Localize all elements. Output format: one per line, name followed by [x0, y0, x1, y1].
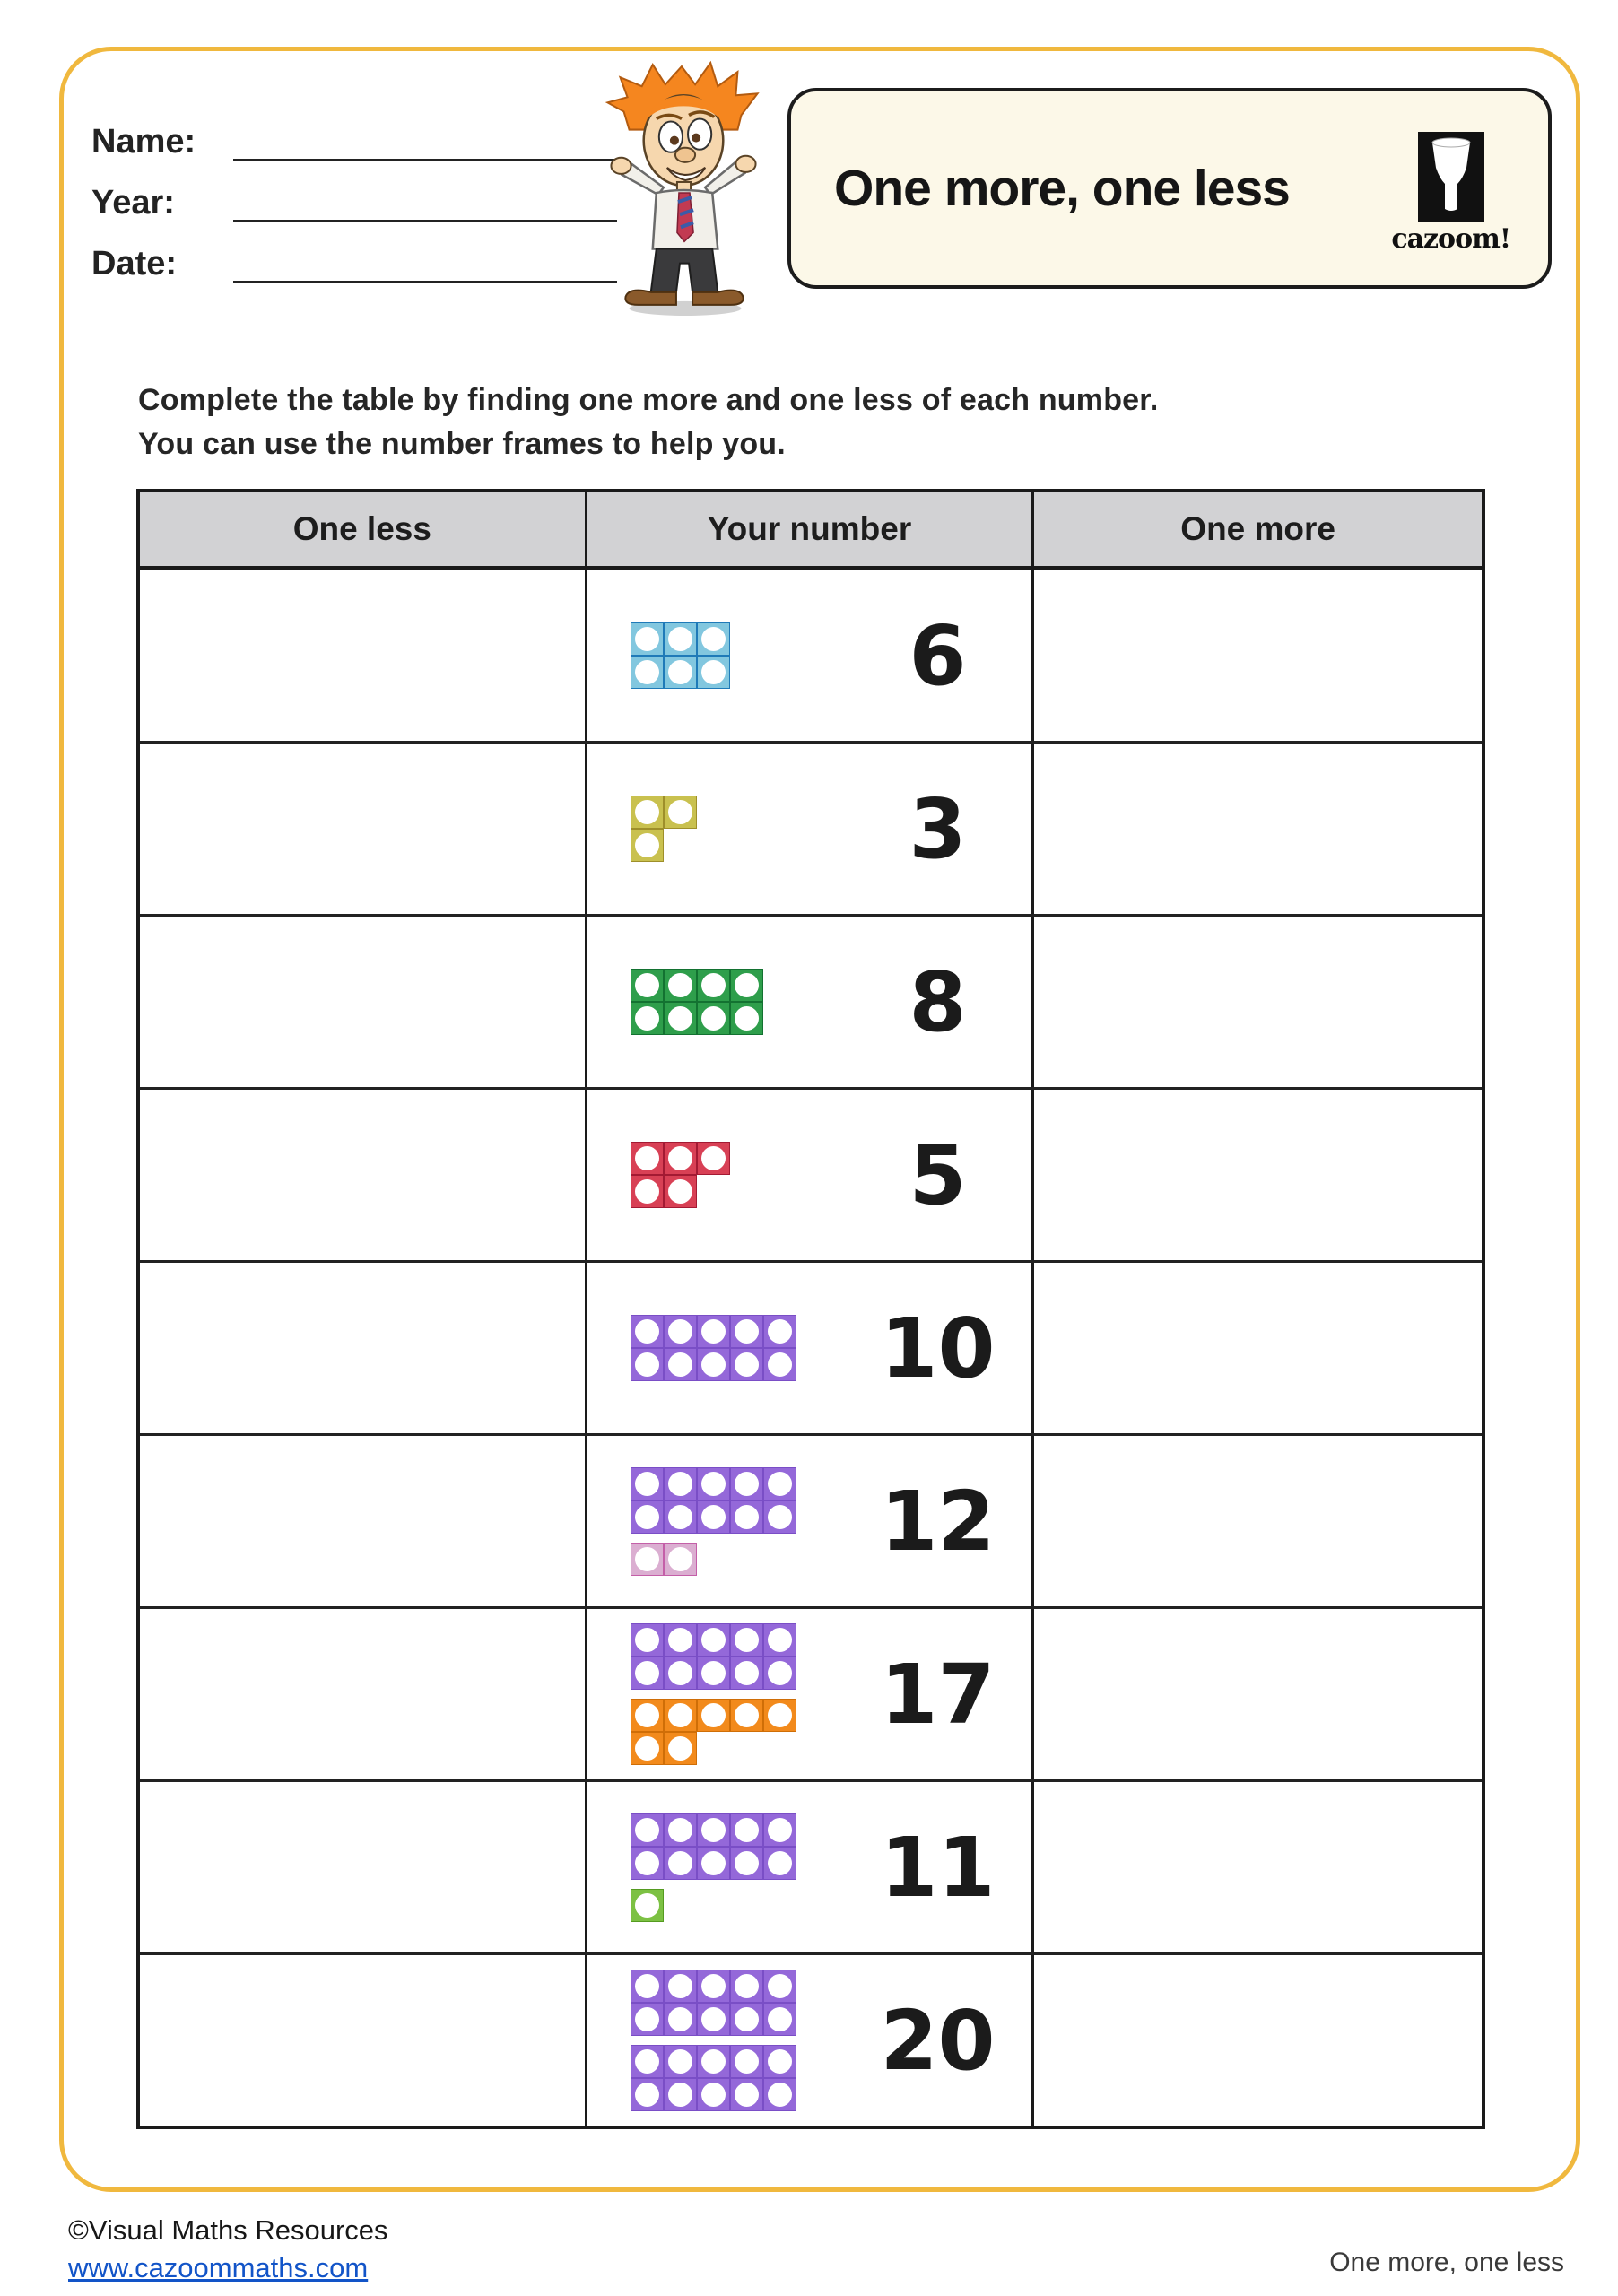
- frame-cell: [697, 1847, 730, 1880]
- frame-cell: [664, 2045, 697, 2078]
- frame-cell: [763, 1847, 796, 1880]
- your-number-cell: [587, 570, 1035, 741]
- one-more-answer-cell: [1034, 570, 1482, 741]
- frame-cell: [664, 1970, 697, 2003]
- frame-hole: [735, 1661, 759, 1685]
- one-more-answer-cell: [1034, 1436, 1482, 1606]
- frame-cell: [697, 1467, 730, 1500]
- frame-cell: [697, 2045, 730, 2078]
- frame-cell: [664, 796, 697, 829]
- column-header-one-less: One less: [140, 492, 587, 566]
- one-more-answer-cell: [1034, 1782, 1482, 1952]
- name-field: [91, 100, 617, 161]
- number-label: 11: [880, 1819, 996, 1916]
- worksheet-table: [136, 489, 1485, 2129]
- frame-cell: [664, 1813, 697, 1847]
- number-label: 17: [880, 1646, 996, 1743]
- frame-hole: [635, 660, 659, 684]
- frame-hole: [635, 1006, 659, 1031]
- frame-hole: [635, 1893, 659, 1918]
- frame-hole: [735, 1006, 759, 1031]
- frame-hole: [635, 1179, 659, 1204]
- number-frames: [631, 1813, 844, 1922]
- your-number-cell: [587, 1609, 1035, 1779]
- frame-hole: [668, 627, 692, 651]
- frame-cell: [730, 1348, 763, 1381]
- frame-cell: [631, 1847, 664, 1880]
- frame-cell: [664, 2003, 697, 2036]
- frame-hole: [735, 973, 759, 997]
- blue-number-frame: [631, 622, 730, 689]
- frame-hole: [668, 1661, 692, 1685]
- your-number-cell: [587, 744, 1035, 914]
- column-header-one-more: One more: [1180, 510, 1336, 547]
- frame-cell: [631, 656, 664, 689]
- frame-cell: [697, 1623, 730, 1657]
- number-frames: [631, 1970, 844, 2111]
- frame-hole: [735, 2083, 759, 2107]
- frame-hole: [635, 2083, 659, 2107]
- number-label: 12: [880, 1473, 996, 1570]
- number-frames: [631, 1142, 844, 1208]
- student-info-fields: [91, 100, 617, 283]
- table-row: [140, 1955, 1482, 2126]
- frame-cell: [631, 1623, 664, 1657]
- one-less-answer-cell: [140, 1090, 587, 1260]
- frame-hole: [735, 1319, 759, 1344]
- frame-cell: [664, 1847, 697, 1880]
- frame-hole: [635, 1661, 659, 1685]
- frame-cell: [664, 1732, 697, 1765]
- frame-cell: [763, 1500, 796, 1534]
- frame-cell: [697, 1657, 730, 1690]
- frame-hole: [635, 1505, 659, 1529]
- cartoon-boy-illustration: [599, 56, 768, 317]
- frame-cell: [631, 796, 664, 829]
- frame-hole: [635, 1352, 659, 1377]
- cazoommaths-link[interactable]: www.cazoommaths.com: [68, 2252, 369, 2283]
- frame-cell: [664, 1142, 697, 1175]
- frame-hole: [635, 2049, 659, 2074]
- frame-cell: [730, 1657, 763, 1690]
- frame-cell: [763, 1315, 796, 1348]
- number-label: 20: [880, 1992, 996, 2089]
- frame-hole: [701, 2007, 726, 2031]
- name-write-line: [233, 114, 617, 161]
- frame-hole: [668, 1505, 692, 1529]
- frame-hole: [768, 1974, 792, 1998]
- frame-hole: [735, 1505, 759, 1529]
- one-less-answer-cell: [140, 1263, 587, 1433]
- frame-hole: [668, 1818, 692, 1842]
- frame-hole: [635, 1736, 659, 1761]
- frame-hole: [735, 1974, 759, 1998]
- frame-cell: [697, 1002, 730, 1035]
- frame-cell: [730, 1002, 763, 1035]
- your-number-cell: [587, 1263, 1035, 1433]
- one-less-answer-cell: [140, 1436, 587, 1606]
- frame-hole: [701, 1505, 726, 1529]
- year-write-line: [233, 175, 617, 222]
- one-more-answer-cell: [1034, 744, 1482, 914]
- frame-hole: [668, 1736, 692, 1761]
- frame-cell: [763, 2078, 796, 2111]
- frame-hole: [668, 800, 692, 824]
- one-less-answer-cell: [140, 1782, 587, 1952]
- frame-hole: [668, 1703, 692, 1727]
- frame-cell: [664, 969, 697, 1002]
- one-less-answer-cell: [140, 1955, 587, 2126]
- number-frames: [631, 796, 844, 862]
- frame-cell: [697, 1970, 730, 2003]
- purple-number-frame: [631, 1315, 796, 1381]
- frame-hole: [701, 1472, 726, 1496]
- frame-hole: [701, 1146, 726, 1170]
- frame-hole: [768, 2083, 792, 2107]
- your-number-cell: [587, 1955, 1035, 2126]
- frame-hole: [701, 2083, 726, 2107]
- frame-cell: [730, 1813, 763, 1847]
- frame-hole: [635, 1628, 659, 1652]
- frame-cell: [664, 1348, 697, 1381]
- one-less-answer-cell: [140, 1609, 587, 1779]
- your-number-cell: [587, 917, 1035, 1087]
- frame-cell: [631, 1175, 664, 1208]
- frame-hole: [668, 1547, 692, 1571]
- table-row: [140, 1782, 1482, 1955]
- frame-cell: [631, 1889, 664, 1922]
- frame-cell: [697, 1315, 730, 1348]
- frame-hole: [735, 1352, 759, 1377]
- table-row: [140, 917, 1482, 1090]
- table-body: [140, 570, 1482, 2126]
- frame-cell: [664, 1623, 697, 1657]
- frame-cell: [664, 1002, 697, 1035]
- frame-hole: [768, 1703, 792, 1727]
- date-write-line: [233, 236, 617, 283]
- frame-cell: [730, 1699, 763, 1732]
- frame-cell: [697, 1500, 730, 1534]
- frame-hole: [668, 1974, 692, 1998]
- frame-hole: [701, 1006, 726, 1031]
- frame-hole: [635, 2007, 659, 2031]
- frame-cell: [730, 2078, 763, 2111]
- frame-cell: [664, 1175, 697, 1208]
- number-frames: [631, 622, 844, 689]
- frame-cell: [664, 1543, 697, 1576]
- frame-cell: [631, 1657, 664, 1690]
- frame-hole: [701, 1628, 726, 1652]
- frame-cell: [730, 1970, 763, 2003]
- frame-cell: [631, 1467, 664, 1500]
- frame-cell: [664, 1699, 697, 1732]
- frame-hole: [668, 2083, 692, 2107]
- frame-hole: [701, 1319, 726, 1344]
- number-frames: [631, 969, 844, 1035]
- frame-cell: [763, 1970, 796, 2003]
- frame-hole: [768, 2049, 792, 2074]
- frame-cell: [664, 1657, 697, 1690]
- frame-hole: [735, 1472, 759, 1496]
- frame-hole: [735, 1818, 759, 1842]
- purple-number-frame: [631, 1813, 796, 1880]
- frame-cell: [631, 1142, 664, 1175]
- frame-cell: [631, 2078, 664, 2111]
- frame-cell: [697, 622, 730, 656]
- frame-hole: [668, 1146, 692, 1170]
- frame-hole: [768, 1628, 792, 1652]
- frame-hole: [668, 660, 692, 684]
- frame-hole: [635, 833, 659, 857]
- table-header-row: [140, 492, 1482, 570]
- frame-hole: [735, 1628, 759, 1652]
- frame-hole: [668, 2049, 692, 2074]
- frame-hole: [635, 1703, 659, 1727]
- table-row: [140, 1609, 1482, 1782]
- number-frames: [631, 1467, 844, 1576]
- purple-number-frame: [631, 1623, 796, 1690]
- purple-number-frame: [631, 1467, 796, 1534]
- frame-hole: [701, 1352, 726, 1377]
- frame-cell: [697, 1813, 730, 1847]
- footer-left: [68, 2212, 388, 2287]
- your-number-cell: [587, 1782, 1035, 1952]
- frame-cell: [730, 969, 763, 1002]
- one-more-answer-cell: [1034, 917, 1482, 1087]
- frame-hole: [635, 1851, 659, 1875]
- frame-hole: [635, 800, 659, 824]
- frame-cell: [697, 969, 730, 1002]
- frame-cell: [631, 1813, 664, 1847]
- orange-number-frame: [631, 1699, 796, 1765]
- frame-cell: [664, 1500, 697, 1534]
- instructions-line-1: Complete the table by finding one more and one less of each number.: [138, 383, 1159, 417]
- frame-cell: [631, 1699, 664, 1732]
- frame-cell: [664, 1467, 697, 1500]
- worksheet-title: One more, one less: [834, 160, 1290, 217]
- table-row: [140, 1436, 1482, 1609]
- frame-hole: [635, 1319, 659, 1344]
- frame-cell: [697, 656, 730, 689]
- frame-hole: [668, 1006, 692, 1031]
- frame-hole: [735, 2007, 759, 2031]
- frame-hole: [768, 1472, 792, 1496]
- frame-hole: [668, 1352, 692, 1377]
- your-number-cell: [587, 1090, 1035, 1260]
- number-label: 3: [909, 780, 967, 877]
- frame-hole: [701, 627, 726, 651]
- one-more-answer-cell: [1034, 1609, 1482, 1779]
- djembe-drum-icon: [1418, 132, 1484, 222]
- number-label: 5: [909, 1126, 967, 1223]
- frame-hole: [768, 1818, 792, 1842]
- frame-cell: [730, 1315, 763, 1348]
- frame-cell: [730, 2003, 763, 2036]
- instructions: [138, 378, 1158, 466]
- one-more-answer-cell: [1034, 1263, 1482, 1433]
- frame-hole: [735, 1851, 759, 1875]
- frame-cell: [631, 1732, 664, 1765]
- frame-hole: [768, 1352, 792, 1377]
- date-field: [91, 222, 617, 283]
- year-field: [91, 161, 617, 222]
- frame-cell: [763, 2045, 796, 2078]
- frame-cell: [631, 1543, 664, 1576]
- frame-hole: [635, 627, 659, 651]
- frame-hole: [668, 973, 692, 997]
- frame-hole: [735, 1703, 759, 1727]
- frame-hole: [635, 1547, 659, 1571]
- frame-hole: [768, 1319, 792, 1344]
- frame-hole: [768, 1851, 792, 1875]
- frame-cell: [631, 829, 664, 862]
- frame-hole: [701, 973, 726, 997]
- frame-cell: [730, 1500, 763, 1534]
- olive-number-frame: [631, 796, 697, 862]
- frame-cell: [763, 1699, 796, 1732]
- frame-cell: [631, 969, 664, 1002]
- one-more-answer-cell: [1034, 1955, 1482, 2126]
- year-label: Year:: [91, 184, 175, 222]
- purple-number-frame: [631, 2045, 796, 2111]
- frame-cell: [664, 656, 697, 689]
- table-row: [140, 570, 1482, 744]
- copyright-text: ©Visual Maths Resources: [68, 2214, 388, 2246]
- title-banner: [787, 88, 1552, 289]
- pink-number-frame: [631, 1543, 697, 1576]
- frame-cell: [763, 1467, 796, 1500]
- frame-cell: [631, 1315, 664, 1348]
- name-label: Name:: [91, 123, 196, 161]
- frame-cell: [730, 1467, 763, 1500]
- red-number-frame: [631, 1142, 730, 1208]
- frame-cell: [631, 1002, 664, 1035]
- green-number-frame: [631, 969, 763, 1035]
- frame-cell: [763, 1813, 796, 1847]
- frame-cell: [730, 1623, 763, 1657]
- lightgreen-number-frame: [631, 1889, 664, 1922]
- frame-hole: [701, 2049, 726, 2074]
- frame-hole: [668, 1179, 692, 1204]
- frame-cell: [631, 2045, 664, 2078]
- frame-cell: [697, 2003, 730, 2036]
- table-row: [140, 1263, 1482, 1436]
- cazoom-logo-text: cazoom!: [1391, 222, 1510, 255]
- frame-hole: [701, 1974, 726, 1998]
- purple-number-frame: [631, 1970, 796, 2036]
- frame-hole: [768, 1661, 792, 1685]
- frame-hole: [701, 660, 726, 684]
- one-less-answer-cell: [140, 917, 587, 1087]
- frame-cell: [697, 1699, 730, 1732]
- footer-worksheet-title: One more, one less: [1329, 2248, 1564, 2277]
- one-less-answer-cell: [140, 744, 587, 914]
- frame-hole: [635, 1146, 659, 1170]
- frame-cell: [763, 1348, 796, 1381]
- frame-cell: [763, 1623, 796, 1657]
- frame-hole: [635, 1472, 659, 1496]
- frame-cell: [697, 2078, 730, 2111]
- table-row: [140, 744, 1482, 917]
- frame-hole: [668, 1319, 692, 1344]
- frame-cell: [631, 622, 664, 656]
- frame-cell: [631, 2003, 664, 2036]
- frame-hole: [668, 1472, 692, 1496]
- frame-cell: [664, 622, 697, 656]
- frame-hole: [701, 1818, 726, 1842]
- one-more-answer-cell: [1034, 1090, 1482, 1260]
- one-less-answer-cell: [140, 570, 587, 741]
- number-label: 10: [880, 1300, 996, 1396]
- frame-cell: [730, 2045, 763, 2078]
- frame-hole: [768, 2007, 792, 2031]
- column-header-your-number: Your number: [587, 492, 1035, 566]
- date-label: Date:: [91, 245, 178, 283]
- frame-hole: [668, 1628, 692, 1652]
- frame-hole: [768, 1505, 792, 1529]
- frame-hole: [735, 2049, 759, 2074]
- frame-cell: [664, 2078, 697, 2111]
- frame-cell: [730, 1847, 763, 1880]
- frame-cell: [631, 1348, 664, 1381]
- frame-hole: [701, 1851, 726, 1875]
- cazoom-logo: [1391, 132, 1510, 255]
- instructions-line-2: You can use the number frames to help you.: [138, 427, 786, 461]
- frame-hole: [668, 2007, 692, 2031]
- frame-hole: [635, 973, 659, 997]
- your-number-cell: [587, 1436, 1035, 1606]
- frame-hole: [701, 1661, 726, 1685]
- number-frames: [631, 1315, 844, 1381]
- frame-cell: [697, 1142, 730, 1175]
- frame-hole: [701, 1703, 726, 1727]
- number-label: 8: [909, 953, 967, 1050]
- frame-cell: [763, 1657, 796, 1690]
- frame-hole: [635, 1818, 659, 1842]
- number-frames: [631, 1623, 844, 1765]
- table-row: [140, 1090, 1482, 1263]
- frame-cell: [631, 1970, 664, 2003]
- frame-hole: [635, 1974, 659, 1998]
- number-label: 6: [909, 607, 967, 704]
- frame-cell: [631, 1500, 664, 1534]
- frame-cell: [697, 1348, 730, 1381]
- frame-cell: [763, 2003, 796, 2036]
- frame-cell: [664, 1315, 697, 1348]
- frame-hole: [668, 1851, 692, 1875]
